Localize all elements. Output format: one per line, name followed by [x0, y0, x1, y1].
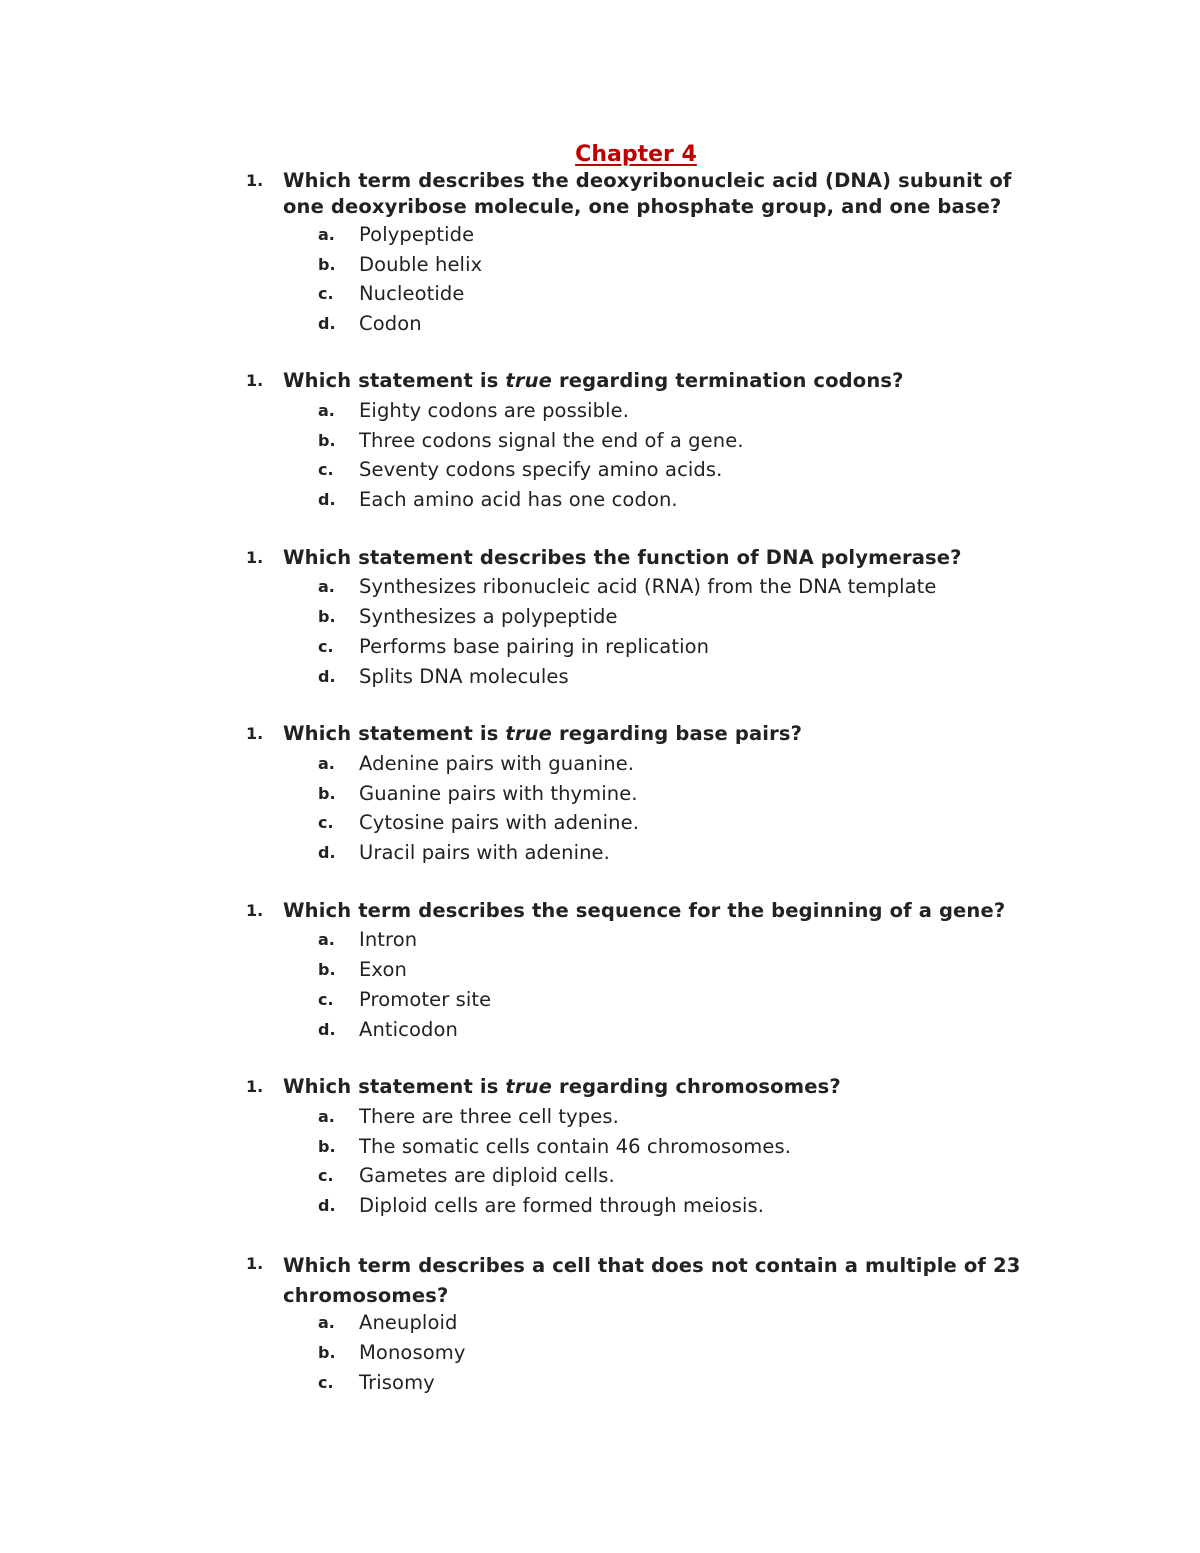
option-text: Performs base pairing in replication [359, 635, 710, 658]
question-number: 1. [246, 901, 264, 920]
option-letter: b. [318, 431, 336, 450]
option-c [0, 808, 1200, 837]
question-text-before: Which statement is [283, 369, 506, 392]
option-b [0, 955, 1200, 984]
option-text: Intron [359, 928, 418, 951]
option-text: The somatic cells contain 46 chromosomes. [359, 1135, 792, 1158]
question-number: 1. [246, 548, 264, 567]
option-letter: c. [318, 990, 334, 1009]
option-letter: b. [318, 607, 336, 626]
option-text: Three codons signal the end of a gene. [359, 429, 744, 452]
question-text-after: regarding base pairs? [552, 722, 803, 745]
option-letter: c. [318, 1373, 334, 1392]
option-text: Anticodon [359, 1018, 458, 1041]
option-letter: c. [318, 813, 334, 832]
option-c [0, 1368, 1200, 1397]
option-a [0, 220, 1200, 249]
option-letter: c. [318, 284, 334, 303]
option-text: Synthesizes a polypeptide [359, 605, 618, 628]
option-text: Nucleotide [359, 282, 465, 305]
option-text: Diploid cells are formed through meiosis. [359, 1194, 765, 1217]
option-b [0, 1132, 1200, 1161]
option-letter: d. [318, 1020, 336, 1039]
option-d [0, 662, 1200, 691]
question-text-emphasis: true [505, 1075, 553, 1098]
option-letter: b. [318, 960, 336, 979]
question-text-emphasis: true [505, 722, 553, 745]
option-letter: a. [318, 577, 335, 596]
option-letter: a. [318, 225, 335, 244]
option-letter: d. [318, 843, 336, 862]
option-text: Trisomy [359, 1371, 435, 1394]
option-d [0, 485, 1200, 514]
option-letter: d. [318, 667, 336, 686]
question-text [283, 368, 1073, 394]
option-a [0, 749, 1200, 778]
option-c [0, 632, 1200, 661]
option-a [0, 1102, 1200, 1131]
question-text-before: Which statement is [283, 722, 506, 745]
option-letter: b. [318, 784, 336, 803]
option-a [0, 572, 1200, 601]
option-letter: a. [318, 1107, 335, 1126]
option-d [0, 838, 1200, 867]
option-a [0, 1308, 1200, 1337]
question-text [283, 1074, 1073, 1100]
option-letter: b. [318, 1343, 336, 1362]
question-text [283, 721, 1073, 747]
option-text: Cytosine pairs with adenine. [359, 811, 640, 834]
option-text: Aneuploid [359, 1311, 458, 1334]
option-letter: a. [318, 1313, 335, 1332]
option-c [0, 455, 1200, 484]
option-c [0, 1161, 1200, 1190]
question-number: 1. [246, 1254, 264, 1273]
option-c [0, 279, 1200, 308]
option-d [0, 1191, 1200, 1220]
question-text-after: regarding termination codons? [552, 369, 904, 392]
option-text: Double helix [359, 253, 483, 276]
question-number: 1. [246, 724, 264, 743]
question-number: 1. [246, 171, 264, 190]
option-letter: b. [318, 1137, 336, 1156]
option-text: Codon [359, 312, 422, 335]
option-a [0, 396, 1200, 425]
option-c [0, 985, 1200, 1014]
question-text-line-2: one deoxyribose molecule, one phosphate group, and one base? [283, 195, 1002, 218]
option-b [0, 779, 1200, 808]
option-b [0, 602, 1200, 631]
option-letter: d. [318, 490, 336, 509]
option-letter: a. [318, 754, 335, 773]
option-a [0, 925, 1200, 954]
question-text-after: regarding chromosomes? [552, 1075, 841, 1098]
option-letter: c. [318, 460, 334, 479]
chapter-title: Chapter 4 [575, 142, 697, 167]
question-text-line-1: Which term describes the deoxyribonucleic acid (DNA) subunit of [283, 169, 1012, 192]
option-text: Guanine pairs with thymine. [359, 782, 638, 805]
option-letter: c. [318, 1166, 334, 1185]
option-letter: d. [318, 314, 336, 333]
question-text [283, 168, 1073, 220]
option-b [0, 426, 1200, 455]
option-text: Polypeptide [359, 223, 475, 246]
question-text-emphasis: true [505, 369, 553, 392]
question-text-line-1: Which term describes a cell that does not contain a multiple of 23 [283, 1254, 1021, 1277]
option-letter: a. [318, 930, 335, 949]
option-text: Eighty codons are possible. [359, 399, 630, 422]
question-number: 1. [246, 371, 264, 390]
option-letter: c. [318, 637, 334, 656]
option-text: There are three cell types. [359, 1105, 619, 1128]
option-text: Synthesizes ribonucleic acid (RNA) from the DNA template [359, 575, 937, 598]
option-text: Each amino acid has one codon. [359, 488, 678, 511]
option-text: Promoter site [359, 988, 492, 1011]
option-text: Seventy codons specify amino acids. [359, 458, 723, 481]
option-letter: d. [318, 1196, 336, 1215]
option-d [0, 309, 1200, 338]
option-b [0, 1338, 1200, 1367]
question-text: Which term describes the sequence for the beginning of a gene? [283, 899, 1006, 922]
option-text: Monosomy [359, 1341, 466, 1364]
option-text: Uracil pairs with adenine. [359, 841, 610, 864]
option-text: Adenine pairs with guanine. [359, 752, 635, 775]
option-text: Exon [359, 958, 407, 981]
option-letter: b. [318, 255, 336, 274]
question-text [283, 1251, 1073, 1311]
question-text-line-2: chromosomes? [283, 1284, 449, 1307]
option-b [0, 250, 1200, 279]
question-text: Which statement describes the function of DNA polymerase? [283, 546, 962, 569]
question-text-before: Which statement is [283, 1075, 506, 1098]
option-letter: a. [318, 401, 335, 420]
option-text: Gametes are diploid cells. [359, 1164, 615, 1187]
option-text: Splits DNA molecules [359, 665, 569, 688]
option-d [0, 1015, 1200, 1044]
question-number: 1. [246, 1077, 264, 1096]
